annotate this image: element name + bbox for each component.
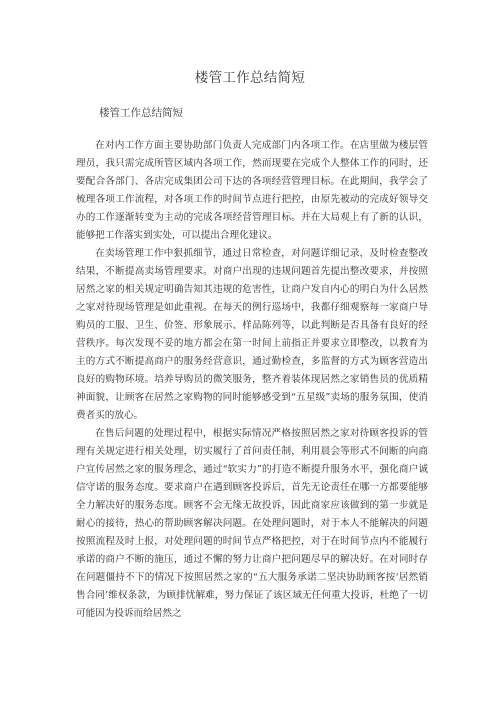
- document-body: [76, 137, 428, 623]
- paragraph-2: 在卖场管理工作中狠抓细节，通过日常检查，对问题详细记录，及时检查整改结果，不断提高卖场管理要求。对商户出现的违规问题首先提出整改要求，并按照居然之家的相关规定明确告知其违规的危害性，让商户发自内心的明白为什么居然之家对待现场管理是如此重视。在每天的例行巡场中，我都仔细观察每一家商户导购员的工服、卫生、价签、形象展示、样品陈列等，以此判断是否具备有良好的经营秩序。每次发现不妥的地方都会在第一时间上前指正并要求立即整改，以教育为主的方式不断提高商户的服务经营意识，通过勤检查，多监督的方式为顾客营造出良好的购物环境。培养导购员的微笑服务，整齐着装体现居然之家销售员的优质精神面貌，让顾客在居然之家购物的同时能够感受到“五星级”卖场的服务氛围，使消费者买的放心。: [76, 248, 428, 421]
- paragraph-1: 在对内工作方面主要协助部门负责人完成部门内各项工作。在店里做为楼层管理员，我只需完成所管区域内各项工作，然而现要在完成个人整体工作的同时，还要配合各部门、各店完成集团公司下达的各项经营管理目标。在此期间，我学会了梳理各项工作流程，对各项工作的时间节点进行把控，由原先被动的完成好领导交办的工作逐渐转变为主动的完成各项经营管理目标。并在大局观上有了新的认识，能够把工作落实到实处，可以提出合理化建议。: [76, 140, 428, 241]
- paragraph-3: 在售后问题的处理过程中，根据实际情况严格按照居然之家对待顾客投诉的管理有关规定进行相关处理，切实履行了首问责任制，利用晨会等形式不间断的向商户宣传居然之家的服务理念，通过“软实力”的打造不断提升服务水平，强化商户诚信守诺的服务态度。要求商户在遇到顾客投诉后，首先无论责任在哪一方都要能够全力解决好的服务态度。顾客不会无缘无故投诉，因此商家应该做到的第一步就是耐心的接待，热心的帮助顾客解决问题。在处理问题时，对于本人不能解决的问题按照流程及时上报，对处理问题的时间节点严格把控，对于在时间节点内不能履行承诺的商户不断的施压，通过不懈的努力让商户把问题尽早的解决好。在对同时存在问题僵持不下的情况下按照居然之家的“五大服务承诺二坚决协助顾客按‘居然销售合同’维权条款，为顾排忧解难，努力保证了该区域无任何重大投诉，杜绝了一切可能因为投诉而给居然之: [76, 428, 428, 619]
- document-title: 楼管工作总结简短: [194, 70, 306, 86]
- document-subtitle: 楼管工作总结简短: [99, 107, 183, 119]
